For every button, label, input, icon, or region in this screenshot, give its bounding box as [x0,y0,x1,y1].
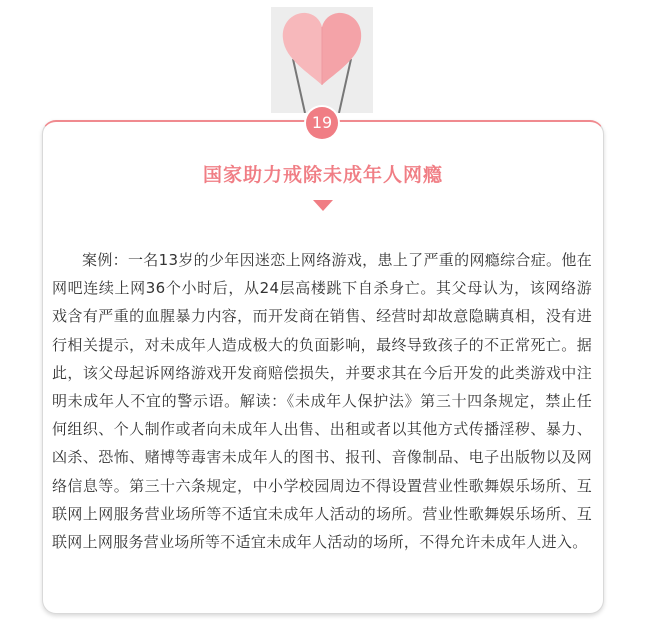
section-title: 国家助力戒除未成年人网瘾 [202,164,443,186]
triangle-down-icon [313,200,333,211]
article-body: 案例：一名13岁的少年因迷恋上网络游戏，患上了严重的网瘾综合症。他在网吧连续上网36个小时后，从24层高楼跳下自杀身亡。其父母认为，该网络游戏含有严重的血腥暴力内容，而开发商在销售、经营时却故意隐瞒真相，没有进行相关提示，对未成年人造成极大的负面影响，最终导致孩子的不正常死亡。据此，该父母起诉网络游戏开发商赔偿损失，并要求其在今后开发的此类游戏中注明未成年人不宜的警示语。解读：《未成年人保护法》第三十四条规定，禁止任何组织、个人制作或者向未成年人出售、出租或者以其他方式传播淫秽、暴力、凶杀、恐怖、赌博等毒害未成年人的图书、报刊、音像制品、电子出版物以及网络信息等。第三十六条规定，中小学校园周边不得设置营业性歌舞娱乐场所、互联网上网服务营业场所等不适宜未成年人活动的场所。营业性歌舞娱乐场所、互联网上网服务营业场所等不适宜未成年人活动的场所，不得允许未成年人进入。 [52,251,592,552]
heart-balloon-icon [271,7,373,113]
section-number-badge: 19 [306,107,338,139]
